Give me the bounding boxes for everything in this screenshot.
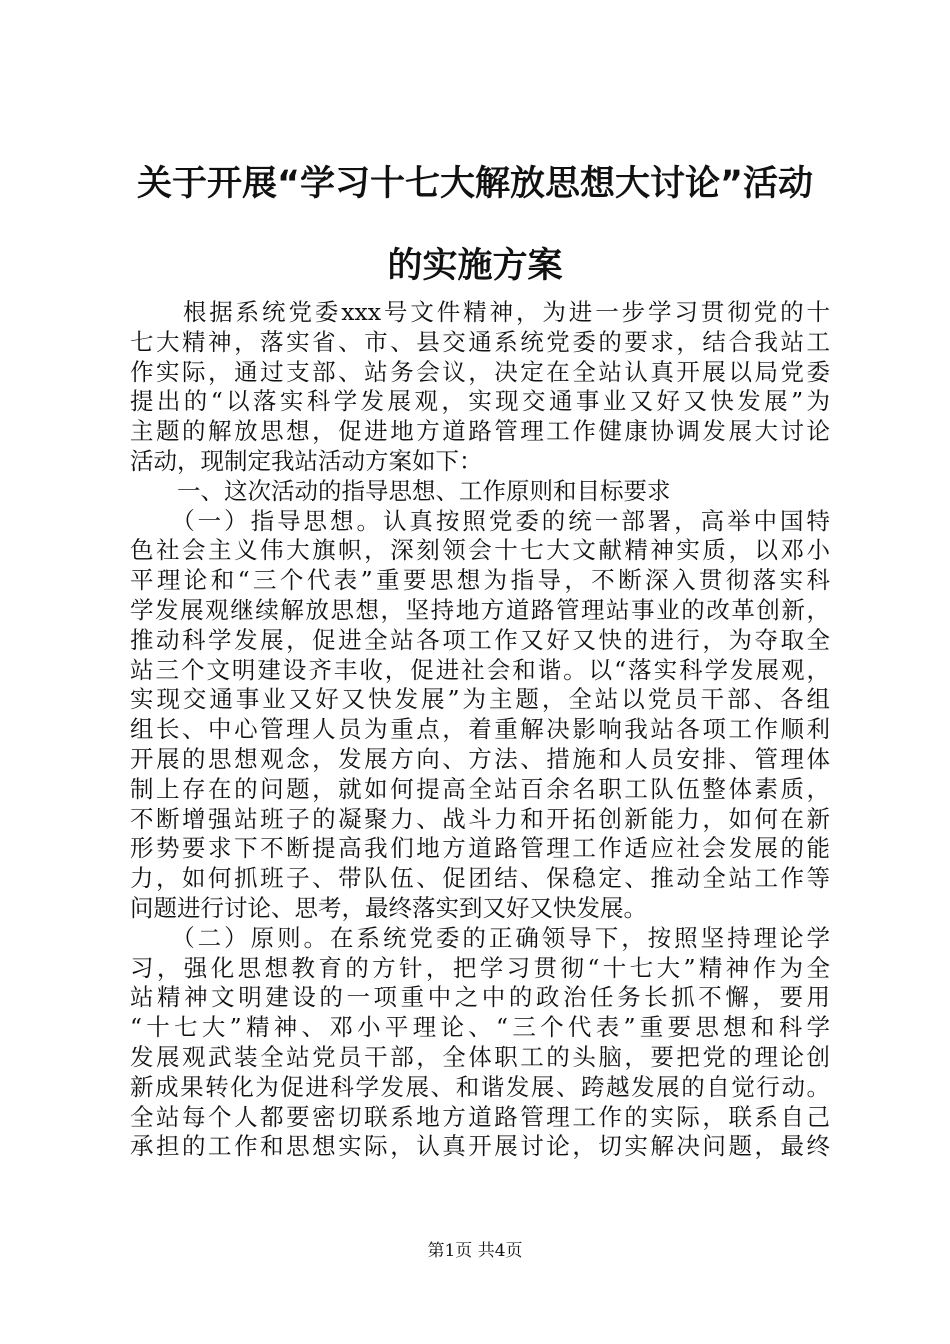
- body-line: 根据系统党委xxx号文件精神，为进一步学习贯彻党的十: [130, 298, 830, 326]
- document-body: [130, 298, 830, 1162]
- body-line: 新成果转化为促进科学发展、和谐发展、跨越发展的自觉行动。: [130, 1072, 830, 1101]
- body-line: 七大精神，落实省、市、县交通系统党委的要求，结合我站工: [130, 327, 830, 356]
- body-line: 平理论和“三个代表”重要思想为指导，不断深入贯彻落实科: [130, 566, 830, 595]
- body-line: 提出的“以落实科学发展观，实现交通事业又好又快发展”为: [130, 387, 830, 416]
- body-line: 学发展观继续解放思想，坚持地方道路管理站事业的改革创新，: [130, 595, 830, 624]
- body-line: 制上存在的问题，就如何提高全站百余名职工队伍整体素质，: [130, 774, 830, 803]
- body-line: 问题进行讨论、思考，最终落实到又好又快发展。: [130, 893, 647, 922]
- body-line: 站三个文明建设齐丰收，促进社会和谐。以“落实科学发展观，: [130, 655, 830, 684]
- body-line: 站精神文明建设的一项重中之中的政治任务长抓不懈，要用: [130, 983, 830, 1012]
- body-line: 全站每个人都要密切联系地方道路管理工作的实际，联系自己: [130, 1102, 830, 1131]
- body-line: 一、这次活动的指导思想、工作原则和目标要求: [130, 476, 671, 505]
- body-line: 力，如何抓班子、带队伍、促团结、保稳定、推动全站工作等: [130, 864, 830, 893]
- body-line: 发展观武装全站党员干部，全体职工的头脑，要把党的理论创: [130, 1042, 830, 1071]
- document-title-line-1: 关于开展“学习十七大解放思想大讨论”活动: [136, 164, 813, 204]
- body-line: 色社会主义伟大旗帜，深刻领会十七大文献精神实质，以邓小: [130, 536, 830, 565]
- body-line: 作实际，通过支部、站务会议，决定在全站认真开展以局党委: [130, 357, 830, 386]
- document-title-line-2: 的实施方案: [387, 246, 563, 286]
- body-line: 不断增强站班子的凝聚力、战斗力和开拓创新能力，如何在新: [130, 804, 830, 833]
- body-line: 承担的工作和思想实际，认真开展讨论，切实解决问题，最终: [130, 1132, 830, 1161]
- body-line: 推动科学发展，促进全站各项工作又好又快的进行，为夺取全: [130, 625, 830, 654]
- body-line: 开展的思想观念，发展方向、方法、措施和人员安排、管理体: [130, 744, 830, 773]
- body-line: 组长、中心管理人员为重点，着重解决影响我站各项工作顺利: [130, 715, 830, 744]
- body-line: “十七大”精神、邓小平理论、“三个代表”重要思想和科学: [130, 1013, 830, 1042]
- body-line: 活动，现制定我站活动方案如下：: [130, 446, 483, 475]
- body-line: 习，强化思想教育的方针，把学习贯彻“十七大”精神作为全: [130, 953, 830, 982]
- body-line: （二）原则。在系统党委的正确领导下，按照坚持理论学: [130, 923, 830, 952]
- body-line: 实现交通事业又好又快发展”为主题，全站以党员干部、各组: [130, 685, 830, 714]
- body-line: 主题的解放思想，促进地方道路管理工作健康协调发展大讨论: [130, 417, 830, 446]
- body-line: 形势要求下不断提高我们地方道路管理工作适应社会发展的能: [130, 834, 830, 863]
- body-line: （一）指导思想。认真按照党委的统一部署，高举中国特: [130, 506, 830, 535]
- page-footer: 第1页 共4页: [427, 1241, 523, 1261]
